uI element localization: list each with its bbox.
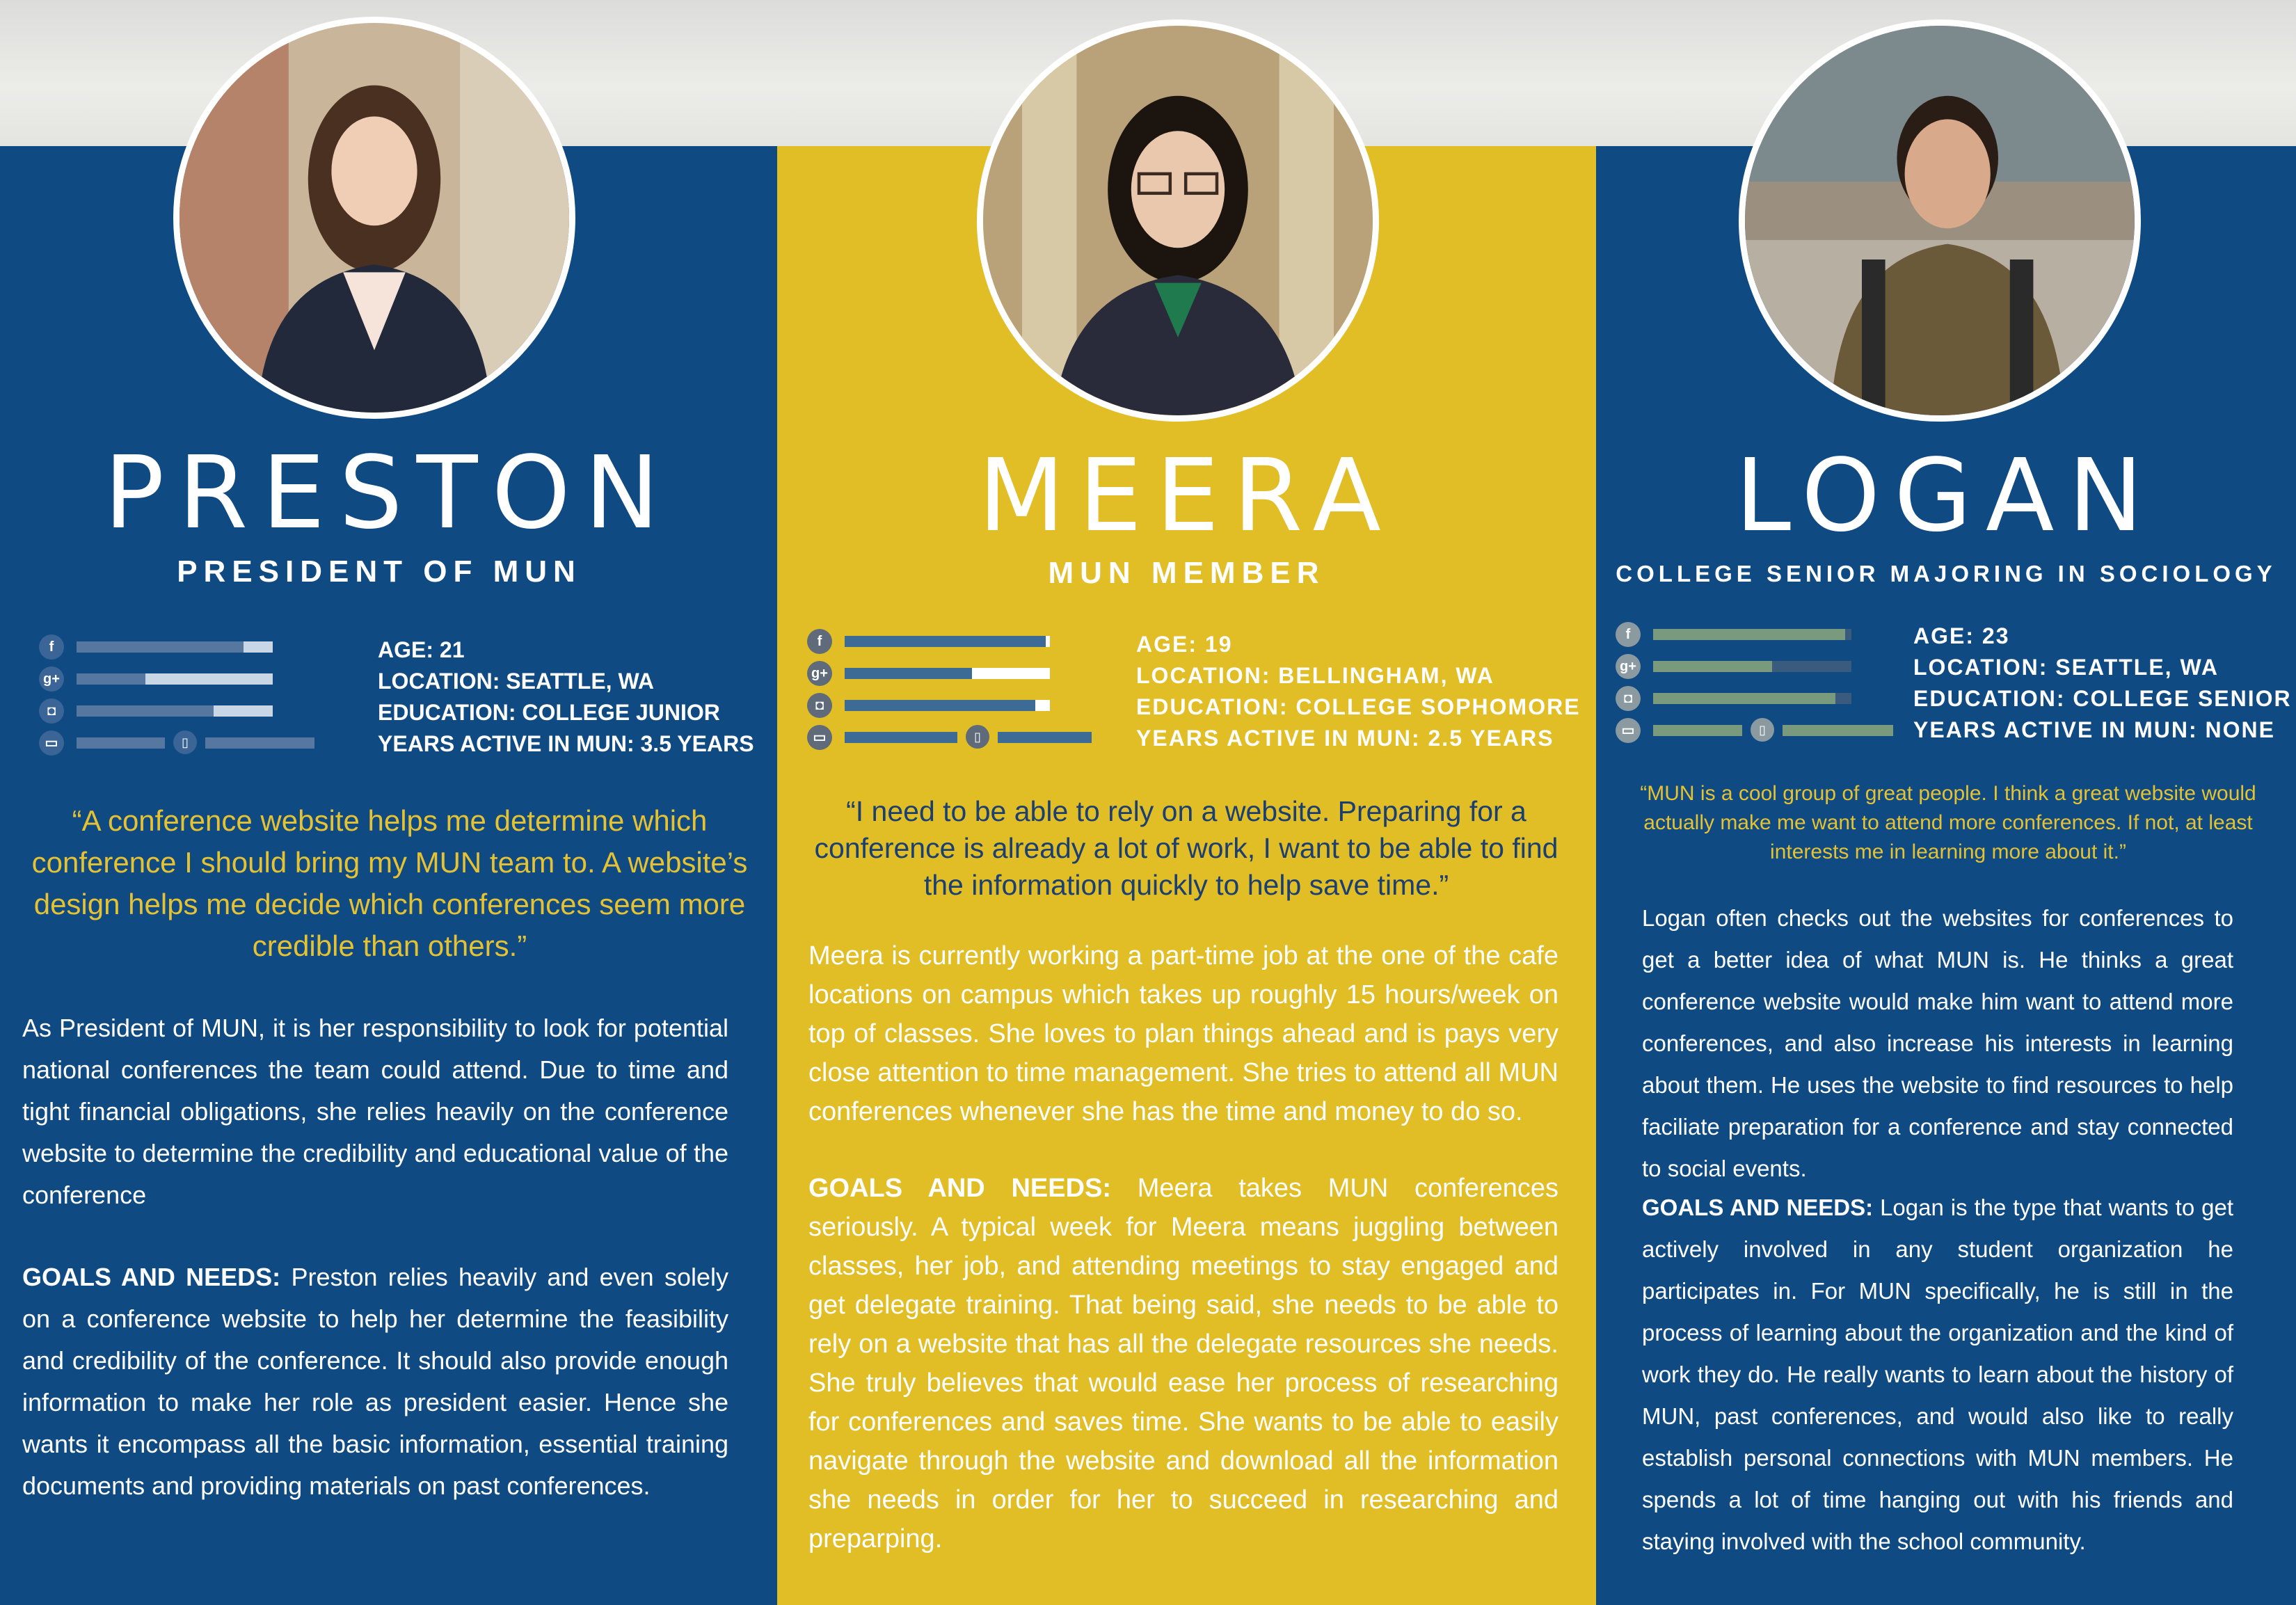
goals-text: Meera takes MUN conferences seriously. A typical week for Meera means juggling between classes, her job, and attending meetings to stay engaged and get delegate training. That being said, she needs to be able to rely on a website that has all the delegate resources she needs. She truly believes that would ease her process of researching for conferences and saves time. She wants to be able to easily navigate through the website and download all the information she needs in order for her to succeed in researching and preparping. (808, 1174, 1558, 1554)
instagram-icon: ◘ (1616, 686, 1641, 711)
instagram-icon: ◘ (39, 698, 64, 724)
instagram-usage-fill (1653, 693, 1835, 704)
facebook-usage-bar (845, 636, 1050, 647)
years-active-label: YEARS ACTIVE IN MUN: 3.5 YEARS (378, 731, 754, 756)
googleplus-icon: g+ (807, 661, 832, 686)
age-label: AGE: 21 (378, 637, 465, 662)
persona-facts (1136, 629, 1581, 754)
persona-facts (1913, 621, 2292, 746)
googleplus-usage-fill (77, 673, 145, 685)
avatar-preston (173, 17, 575, 419)
persona-bio: As President of MUN, it is her responsibility to look for potential national conferences the team could attend. Due to time and tight financial obligations, she relies heavily on the conference website to determine the credibility and educational value of the conference (22, 1014, 728, 1209)
instagram-usage-fill (845, 700, 1035, 711)
goals-label: GOALS AND NEEDS: (22, 1263, 281, 1291)
persona-name: MEERA (978, 437, 1395, 554)
persona-quote: “I need to be able to rely on a website. Preparing for a conference is already a lot of work, I want to be able to find the information quickly to help save time.” (814, 795, 1558, 901)
facebook-usage-bar (1653, 629, 1851, 640)
persona-role: COLLEGE SENIOR MAJORING IN SOCIOLOGY (1616, 561, 2277, 586)
facebook-icon: f (807, 629, 832, 654)
facebook-icon: f (39, 634, 64, 660)
persona-goals (1642, 1187, 2233, 1563)
age-label: AGE: 19 (1136, 632, 1233, 657)
phone-usage-bar (1783, 725, 1893, 736)
years-active-label: YEARS ACTIVE IN MUN: NONE (1913, 717, 2275, 742)
channel-usage-preston (39, 634, 331, 760)
instagram-usage-bar (77, 705, 273, 717)
years-active-label: YEARS ACTIVE IN MUN: 2.5 YEARS (1136, 726, 1554, 751)
facebook-usage-bar (77, 641, 273, 653)
persona-quote: “MUN is a cool group of great people. I think a great website would actually make me want to attend more conferences. If not, at least interests me in learning more about it.” (1640, 782, 2256, 863)
location-label: LOCATION: SEATTLE, WA (1913, 655, 2219, 680)
avatar-meera (977, 19, 1379, 422)
facebook-icon: f (1616, 622, 1641, 647)
laptop-usage-bar (1653, 725, 1742, 736)
channel-usage-logan (1616, 622, 1908, 747)
persona-facts (378, 634, 754, 760)
googleplus-icon: g+ (1616, 654, 1641, 679)
education-label: EDUCATION: COLLEGE SENIOR (1913, 686, 2292, 711)
googleplus-usage-fill (845, 668, 972, 679)
googleplus-usage-bar (845, 668, 1050, 679)
age-label: AGE: 23 (1913, 623, 2010, 648)
instagram-icon: ◘ (807, 693, 832, 718)
facebook-usage-fill (845, 636, 1046, 647)
persona-name: PRESTON (104, 434, 673, 551)
channel-usage-meera (807, 629, 1099, 754)
goals-label: GOALS AND NEEDS: (1642, 1195, 1874, 1220)
laptop-icon: ▭ (1616, 718, 1641, 743)
goals-text: Preston relies heavily and even solely on a conference website to help her determine the feasibility and credibility of the conference. It should also provide enough information to make her role as president easier. Hence she wants it encompass all the basic information, essential training documents and providing materials on past conferences. (22, 1263, 728, 1500)
persona-role: PRESIDENT OF MUN (177, 554, 582, 589)
persona-bio: Meera is currently working a part-time job at the one of the cafe locations on campus which takes up roughly 15 hours/week on top of classes. She loves to plan things ahead and is pays very close attention to time management. She tries to attend all MUN conferences whenever she has the time and money to do so. (808, 941, 1558, 1126)
phone-usage-bar (205, 737, 314, 749)
phone-icon: ▯ (966, 725, 989, 749)
instagram-usage-fill (77, 705, 214, 717)
goals-text: Logan is the type that wants to get actively involved in any student organization he participates in. For MUN specifically, he is still in the process of learning about the organization and the kind of work they do. He really wants to learn about the history of MUN, past conferences, and would also like to really establish personal connections with MUN members. He spends a lot of time hanging out with his friends and staying involved with the school community. (1642, 1195, 2233, 1554)
persona-goals (22, 1256, 728, 1507)
facebook-usage-fill (1653, 629, 1845, 640)
persona-role: MUN MEMBER (1048, 556, 1325, 590)
laptop-icon: ▭ (39, 730, 64, 756)
laptop-icon: ▭ (807, 725, 832, 750)
avatar-logan (1739, 19, 2141, 422)
googleplus-usage-fill (1653, 661, 1772, 672)
education-label: EDUCATION: COLLEGE JUNIOR (378, 700, 720, 725)
persona-bio: Logan often checks out the websites for conferences to get a better idea of what MUN is. He thinks a great conference website would make him want to attend more conferences, and also increase his interests in learning about them. He uses the website to find resources to help faciliate preparation for a conference and stay connected to social events. (1642, 905, 2233, 1181)
phone-icon: ▯ (173, 730, 197, 754)
instagram-usage-bar (1653, 693, 1851, 704)
persona-goals (808, 1169, 1558, 1558)
phone-icon: ▯ (1751, 718, 1774, 742)
persona-name: LOGAN (1735, 437, 2158, 554)
googleplus-usage-bar (77, 673, 273, 685)
googleplus-icon: g+ (39, 666, 64, 692)
persona-quote: “A conference website helps me determine which conference I should bring my MUN team to. A website’s design helps me decide which conferences seem more credible than others.” (31, 804, 748, 962)
instagram-usage-bar (845, 700, 1050, 711)
goals-label: GOALS AND NEEDS: (808, 1174, 1112, 1203)
phone-usage-bar (998, 732, 1092, 743)
laptop-usage-bar (77, 737, 165, 749)
facebook-usage-fill (77, 641, 244, 653)
education-label: EDUCATION: COLLEGE SOPHOMORE (1136, 694, 1581, 719)
location-label: LOCATION: SEATTLE, WA (378, 669, 654, 694)
location-label: LOCATION: BELLINGHAM, WA (1136, 663, 1494, 688)
googleplus-usage-bar (1653, 661, 1851, 672)
laptop-usage-bar (845, 732, 957, 743)
